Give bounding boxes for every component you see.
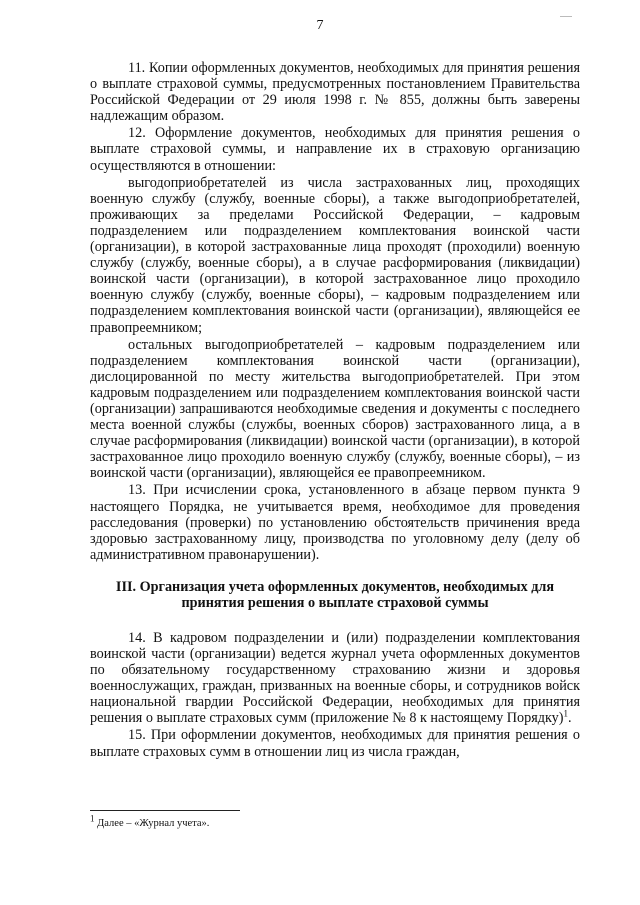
paragraph-14-text: 14. В кадровом подразделении и (или) подразделении комплектования воинской части (организации) ведется журнал учета оформленных документов по обязательному государственному страхованию жизни и здоровья военнослужащих, граждан, призванных на военные сборы, и сотрудников войск национальной гвардии Российской Федерации, необходимых для принятия решения о выплате страховых сумм (приложение № 8 к настоящему Порядку): [90, 629, 580, 727]
document-body: [90, 60, 580, 760]
footnote-divider: [90, 810, 240, 811]
paragraph-12: 12. Оформление документов, необходимых для принятия решения о выплате страховой суммы, и направление их в страховую организацию осуществляются в отношении:: [90, 125, 580, 174]
page-number: 7: [316, 18, 324, 33]
paragraph-12-beneficiaries-insured: выгодоприобретателей из числа застрахованных лиц, проходящих военную службу (службу, военные сборы), а также выгодоприобретателей, проживающих за пределами Российской Федерации, – кадровым подразделением или подразделением комплектования воинской части (организации), в которой застрахованные лица проходят (проходили) военную службу (службу, военные сборы), а в случае расформирования (ликвидации) воинской части (организации), в которой застрахованное лицо проходило военную службу (службу, военные сборы), – кадровым подразделением или подразделением комплектования воинской части (организации), являющейся ее правопреемником;: [90, 174, 580, 336]
paragraph-11: 11. Копии оформленных документов, необходимых для принятия решения о выплате страховой суммы, предусмотренных постановлением Правительства Российской Федерации от 29 июля 1998 г. № 855, должны быть заверены надлежащим образом.: [90, 60, 580, 125]
paragraph-13: 13. При исчислении срока, установленного в абзаце первом пункта 9 настоящего Порядка, не учитывается время, необходимое для проведения расследования (проверки) по установлению обстоятельств причинения вреда здоровью застрахованному лицу, производства по уголовному делу (делу об административном правонарушении).: [90, 482, 580, 563]
footnote-text: Далее – «Журнал учета».: [94, 818, 210, 829]
footnote-reference: 1: [563, 708, 568, 719]
paragraph-15: 15. При оформлении документов, необходимых для принятия решения о выплате страховых сумм в отношении лиц из числа граждан,: [90, 727, 580, 760]
section-heading: III. Организация учета оформленных документов, необходимых для принятия решения о выплате страховой суммы: [115, 578, 555, 612]
paragraph-14-end: .: [568, 710, 572, 727]
footnote: [90, 813, 570, 830]
paragraph-12-other-beneficiaries: остальных выгодоприобретателей – кадровым подразделением или подразделением комплектования воинской части (организации), дислоцированной по месту жительства выгодоприобретателей. При этом кадровым подразделением или подразделением комплектования воинской части (организации) запрашиваются необходимые сведения и документы с последнего места военной службы (службы, военных сборов) застрахованного лица, а в случае расформирования (ликвидации) воинской части (организации), в которой застрахованное лицо проходило военную службу (службу, военные сборы), – из воинской части (организации), являющейся ее правопреемником.: [90, 336, 580, 482]
paragraph-14: [90, 630, 580, 727]
scan-artifact: [560, 16, 572, 17]
footnote-mark: 1: [90, 813, 95, 824]
